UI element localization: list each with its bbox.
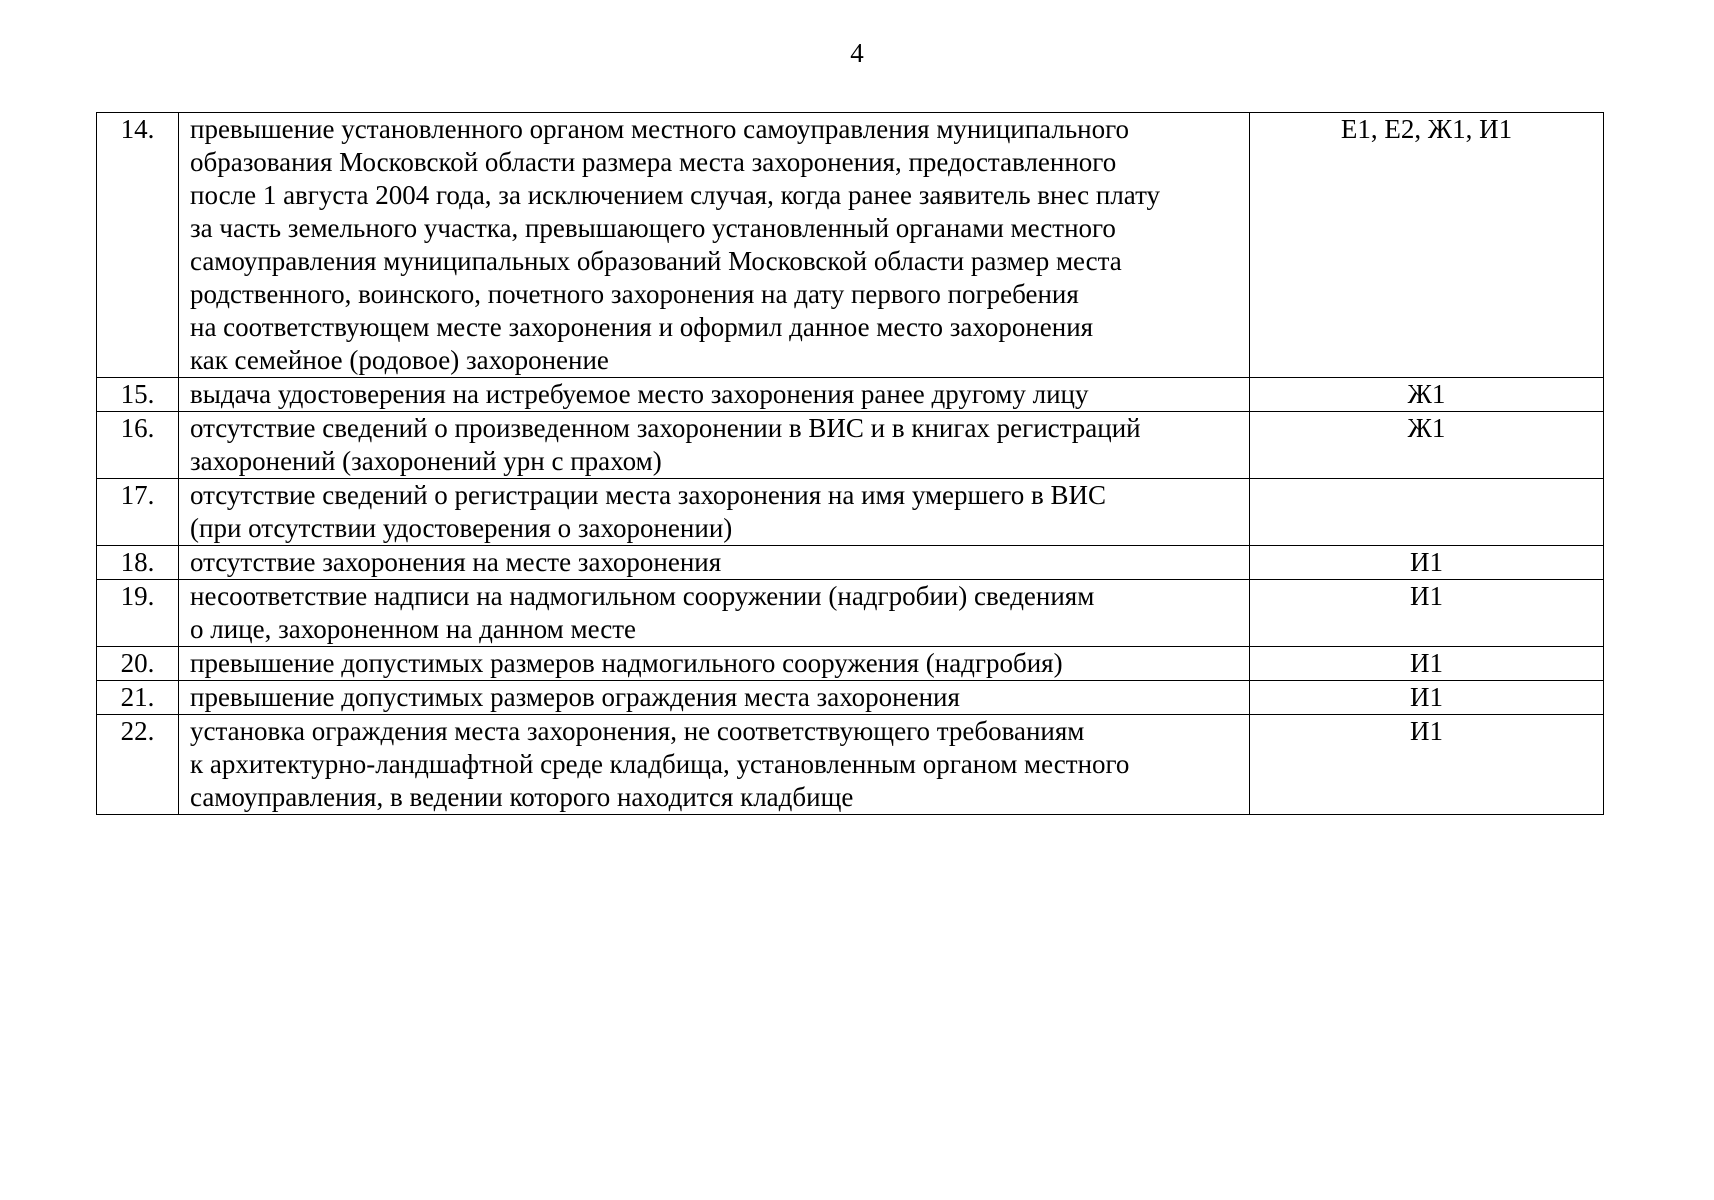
table-row [97, 681, 1604, 715]
table-row [97, 378, 1604, 412]
table-row [97, 412, 1604, 479]
row-number: 20. [97, 647, 179, 681]
row-number: 17. [97, 479, 179, 546]
row-codes: Ж1 [1250, 412, 1604, 479]
row-codes: И1 [1250, 546, 1604, 580]
row-description: установка ограждения места захоронения, не соответствующего требованиям к архитектурно-ландшафтной среде кладбища, установленным органом местного самоуправления, в ведении которого находится кладбище [179, 715, 1250, 815]
row-number: 16. [97, 412, 179, 479]
table-row [97, 113, 1604, 378]
row-description: превышение установленного органом местного самоуправления муниципального образования Московской области размера места захоронения, предоставленного после 1 августа 2004 года, за исключением случая, когда ранее заявитель внес плату за часть земельного участка, превышающего установленный органами местного самоуправления муниципальных образований Московской области размер места родственного, воинского, почетного захоронения на дату первого погребения на соответствующем месте захоронения и оформил данное место захоронения как семейное (родовое) захоронение [179, 113, 1250, 378]
table-row [97, 546, 1604, 580]
row-description: превышение допустимых размеров надмогильного сооружения (надгробия) [179, 647, 1250, 681]
table-row [97, 647, 1604, 681]
row-codes: И1 [1250, 580, 1604, 647]
table-row [97, 479, 1604, 546]
row-description: отсутствие сведений о произведенном захоронении в ВИС и в книгах регистраций захоронений (захоронений урн с прахом) [179, 412, 1250, 479]
row-codes: Е1, Е2, Ж1, И1 [1250, 113, 1604, 378]
table-row [97, 580, 1604, 647]
page-number: 4 [850, 38, 864, 68]
row-codes [1250, 479, 1604, 546]
row-codes: И1 [1250, 647, 1604, 681]
table-row [97, 715, 1604, 815]
row-description: отсутствие захоронения на месте захоронения [179, 546, 1250, 580]
row-number: 21. [97, 681, 179, 715]
row-description: выдача удостоверения на истребуемое место захоронения ранее другому лицу [179, 378, 1250, 412]
row-number: 14. [97, 113, 179, 378]
row-codes: И1 [1250, 681, 1604, 715]
row-number: 18. [97, 546, 179, 580]
row-number: 15. [97, 378, 179, 412]
grounds-table [96, 112, 1604, 815]
row-number: 22. [97, 715, 179, 815]
row-codes: И1 [1250, 715, 1604, 815]
row-description: отсутствие сведений о регистрации места захоронения на имя умершего в ВИС (при отсутствии удостоверения о захоронении) [179, 479, 1250, 546]
row-number: 19. [97, 580, 179, 647]
row-description: несоответствие надписи на надмогильном сооружении (надгробии) сведениям о лице, захороненном на данном месте [179, 580, 1250, 647]
row-description: превышение допустимых размеров ограждения места захоронения [179, 681, 1250, 715]
row-codes: Ж1 [1250, 378, 1604, 412]
